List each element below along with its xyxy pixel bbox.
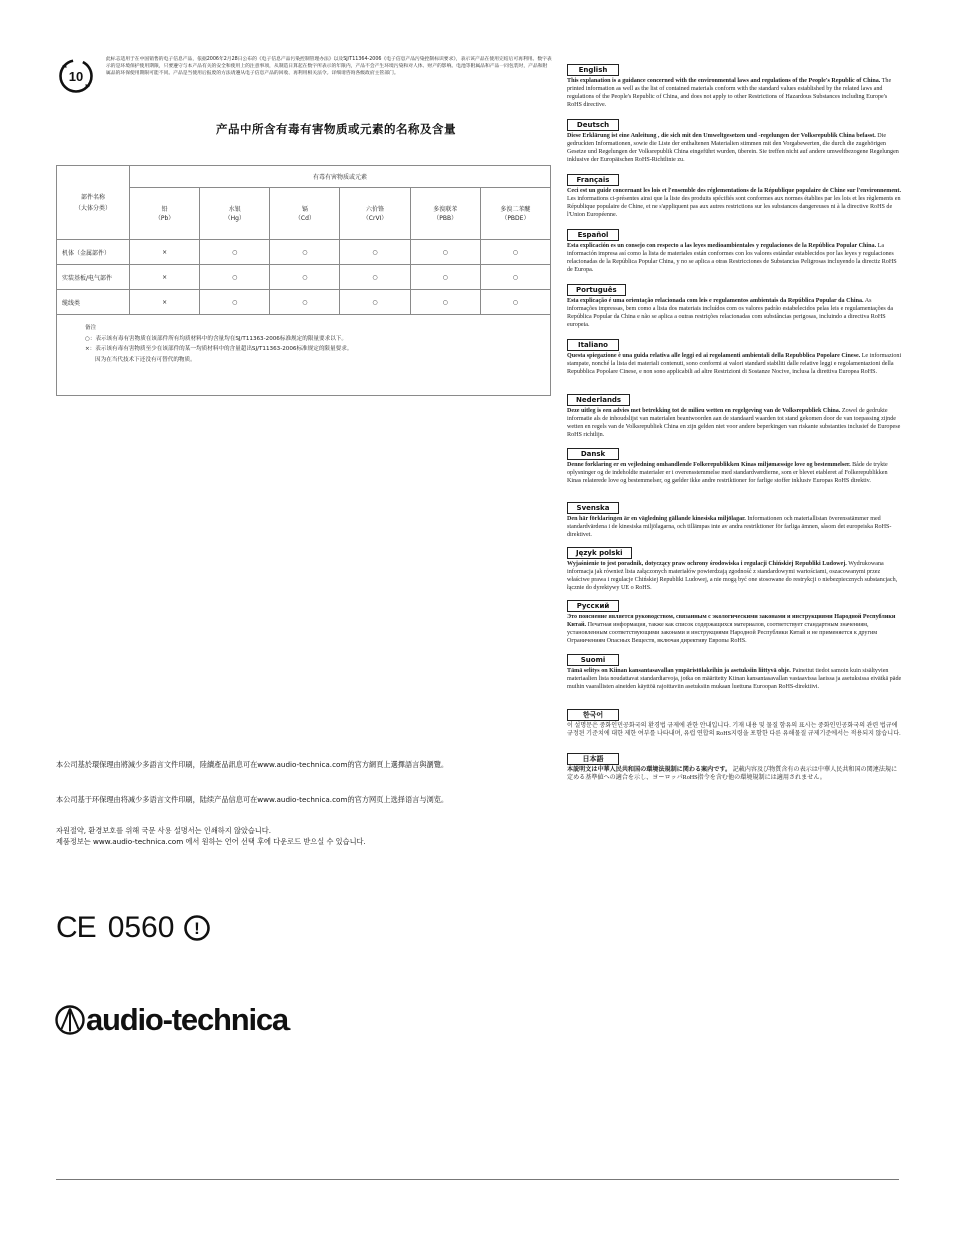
language-block-portugues bbox=[567, 277, 902, 332]
table-notes bbox=[57, 315, 551, 396]
notes-line-reason: 因为在当代技术下还没有可替代的物质。 bbox=[95, 356, 196, 363]
language-label: Język polski bbox=[567, 547, 632, 559]
language-label: Suomi bbox=[567, 654, 619, 666]
table-cell: ○ bbox=[480, 265, 550, 290]
audio-technica-emblem-icon bbox=[54, 1004, 86, 1036]
table-cell: ○ bbox=[200, 240, 270, 265]
korean-note-line1: 자원절약, 환경보호를 위해 국문 사용 설명서는 인쇄하지 않았습니다. bbox=[56, 826, 271, 835]
language-explanations bbox=[567, 57, 902, 790]
language-label: Español bbox=[567, 229, 619, 241]
language-label: Deutsch bbox=[567, 119, 619, 131]
website-note-korean bbox=[56, 826, 476, 847]
language-label: 한국어 bbox=[567, 709, 619, 721]
language-block-italiano bbox=[567, 332, 902, 387]
language-label: Русский bbox=[567, 600, 619, 612]
hazardous-substances-table bbox=[56, 165, 551, 396]
footer-divider bbox=[56, 1179, 899, 1180]
substance-header-pb: 铅 （Pb） bbox=[130, 188, 200, 240]
part-name: 机体（金属部件） bbox=[57, 240, 130, 265]
table-cell: ○ bbox=[410, 240, 480, 265]
alert-symbol: ! bbox=[194, 919, 201, 938]
table-row bbox=[57, 240, 551, 265]
language-text: Den här förklaringen är en vägledning gällande kinesiska miljölagar. Informationen och materiallistan överensstämmer med standardvärdena i de kinesiska miljölagarna, och tillämpas inte av andra restriktioner för farliga ämnen, såsom det europeiska RoHS-direktivet. bbox=[567, 516, 892, 538]
efup-notice-text: 此标志适用于在中国销售的电子信息产品，依据2006年2月28日公布的《电子信息产品污染控制管理办法》以及SJ/T11364-2006《电子信息产品污染控制标识要求》，表示该产品在使用完结后可再利用。数字表示的是环境保护使用期限，只要遵守与本产品有关的安全和使用上的注意事项，从制造日算起在数字所表示的年限内，产品不会产生环境污染和对人体、财产的影响。电池等附属品和产品一同包装时，产品和附属品的环保使用期限可能不同。产品是当使用后报废的方法请遵从电子信息产品的回收、再利用相关法令。详细请咨询各级政府主管部门。 bbox=[106, 57, 552, 76]
ce-certification bbox=[56, 910, 212, 946]
language-label: Italiano bbox=[567, 339, 619, 351]
website-note-traditional: 本公司基於環保理由將減少多語言文件印刷，陸續產品訊息可在www.audio-technica.com的官方網頁上選擇語言與瀏覽。 bbox=[56, 760, 449, 769]
substance-header-hg: 水银 （Hg） bbox=[200, 188, 270, 240]
language-text: Wyjaśnienie to jest poradnik, dotyczący praw ochrony środowiska i regulacji Chińskiej Republiki Ludowej. Wydrukowana informacja jak również lista załączonych materiałów powierdzają zgodność z standardowymi wartościami, oszacowanymi przez właściwe prawa i regulacje Chińskiej Republiki Ludowej, a nie mogą być one stosowane do restrykcji o niebezpiecznych substancjach, łącznie do dyrektywy UE o RoHS. bbox=[567, 561, 898, 591]
language-text: Esta explicação é uma orientação relacionada com leis e regulamentos ambientais da República Popular da China. As informações impressas, bem como a lista dos materiais incluídos com os valores padrão estabelecidos pelas leis e regulamentações da República Popular da China e não se aplica a outras restrições relacionadas com substâncias perigosas, incluindo a directiva RoHS europeia. bbox=[567, 298, 894, 328]
substance-header-pbb: 多溴联苯 （PBB） bbox=[410, 188, 480, 240]
language-label: Português bbox=[567, 284, 626, 296]
language-block-korean bbox=[567, 702, 902, 746]
language-block-dansk bbox=[567, 441, 902, 495]
language-block-deutsch bbox=[567, 112, 902, 167]
language-label: Nederlands bbox=[567, 394, 630, 406]
language-text: Esta explicación es un consejo con respecto a las leyes medioambientales y regulaciones de la República Popular China. La información impresa así como la lista de materiales están conformes con los valores estándar establecidos por las leyes y regulaciones relacionadas de la República Popular China, y no se aplica a otras Restricciones de Substancias Peligrosas incluyendo la directiz RoHS de Europa. bbox=[567, 243, 897, 273]
table-cell: ○ bbox=[410, 265, 480, 290]
brand-name: audio-technica. bbox=[86, 1002, 291, 1037]
language-text: Tämä selitys on Kiinan kansantasavallan ympäristölakeihin ja asetuksiin liittyvä ohje. Painettut tiedot samoin kuin sisältyvien materiaalien lista noudattavat standardiarvoja, jotka on määritetty Kiinan kansantasavallan vastaavissa laeissa ja asetuksissa eivätkä päde muihin vaarallisten aineiden käyttöä rajoittaviin asetuksiin mukaan luettuna Euroopan RoHS-direktiivi. bbox=[567, 668, 902, 690]
table-cell: ○ bbox=[480, 240, 550, 265]
language-block-japanese bbox=[567, 746, 902, 790]
part-name: 缆线类 bbox=[57, 290, 130, 315]
substance-group-header: 有毒有害物质或元素 bbox=[130, 166, 551, 188]
notes-line-circle: ○：表示该有毒有害物质在该部件所有均质材料中的含量均在SJ/T11363-2006标准规定的限量要求以下。 bbox=[85, 335, 347, 342]
part-header bbox=[57, 166, 130, 240]
language-text: 本説明文は中華人民共和国の環境法規制に関わる案内です。 記載内容及び物質含有の表示は中華人民共和国の関連法規に定める基準値への適合を示し、ヨーロッパRoHS指令を含む他の環境規制には適用されません。 bbox=[567, 767, 898, 781]
part-name: 实装基板/电气部件 bbox=[57, 265, 130, 290]
language-block-suomi bbox=[567, 647, 902, 702]
table-row bbox=[57, 290, 551, 315]
language-block-polski bbox=[567, 540, 902, 593]
table-cell: ○ bbox=[410, 290, 480, 315]
table-cell: ○ bbox=[200, 265, 270, 290]
language-text: Deze uitleg is een advies met betrekking tot de milieu wetten en regelgeving van de Volksrepubliek China. Zowel de gedrukte informatie als de inhoudslijst van materialen beantwoorden aan de standaard waarden tot stand gekomen door de van toepassing zijnde wetten en regels van de Volksrepubliek China en zijn gelden niet voor andere beperkingen van riskante substanties inclusief de Europese RoHS richtlijn. bbox=[567, 408, 901, 438]
ce-mark: CE bbox=[56, 911, 96, 944]
table-cell: × bbox=[130, 240, 200, 265]
language-block-english bbox=[567, 57, 902, 112]
language-label: Français bbox=[567, 174, 619, 186]
alert-circle-icon bbox=[182, 913, 212, 943]
efup-10-icon bbox=[58, 58, 94, 94]
efup-number: 10 bbox=[68, 69, 84, 84]
substance-header-pbde: 多溴二苯醚 （PBDE） bbox=[480, 188, 550, 240]
language-text: 이 설명문은 중화인민공화국의 환경법 규제에 관한 안내입니다. 기재 내용 및 물질 함유의 표시는 중화인민공화국의 관련 법규에 규정된 기준치에 대한 제한 여부를 나타내며, 유럽 연합의 RoHS지령을 포함한 다른 유해물질 규제기준에서는 적용되지 않습니다. bbox=[567, 723, 901, 737]
table-cell: × bbox=[130, 265, 200, 290]
table-cell: ○ bbox=[270, 240, 340, 265]
table-cell: ○ bbox=[200, 290, 270, 315]
notified-body-number: 0560 bbox=[107, 911, 175, 944]
language-label: English bbox=[567, 64, 619, 76]
table-cell: × bbox=[130, 290, 200, 315]
language-block-francais bbox=[567, 167, 902, 222]
language-text: Это пояснение является руководством, связанным с экологическими законами и инструкциями Народной Республики Китай. Печатная информация, также как список содержащихся материалов, соответствует стандартным значениям, установленным соответствующими законами и инструкциями Народной Республики Китай и не применяется к другим Ограничениям Опасных Веществ, включая директиву Европы RoHS. bbox=[567, 614, 896, 644]
table-cell: ○ bbox=[270, 265, 340, 290]
language-label: Dansk bbox=[567, 448, 619, 460]
part-header-line2: （大体分类） bbox=[74, 204, 111, 212]
language-label: 日本語 bbox=[567, 753, 619, 765]
table-cell: ○ bbox=[340, 265, 410, 290]
substance-header-crvi: 六价铬 （CrVI） bbox=[340, 188, 410, 240]
table-row bbox=[57, 265, 551, 290]
part-header-line1: 部件名称 bbox=[80, 193, 105, 201]
audio-technica-logo bbox=[54, 1002, 290, 1038]
language-text: Diese Erklärung ist eine Anleitung , die sich mit den Umweltgesetzen und -regelungen der Volksrepublik China befasst. Die gedruckten Informationen, sowie die Liste der enthaltenen Materialien stimmen mit den Vorgabewerten, die durch die zugehörigen Gesetze und Regelungen der Volksrepublik China eingeführt wurden, überein. Sie treffen nicht auf andere umweltbezogene Regelungen inklusive der Europäischen RoHS-Richtlinie zu. bbox=[567, 133, 899, 163]
notes-title: 备注 bbox=[85, 325, 97, 331]
table-cell: ○ bbox=[340, 290, 410, 315]
language-block-russian bbox=[567, 593, 902, 647]
table-cell: ○ bbox=[340, 240, 410, 265]
notes-line-cross: ×：表示该有毒有害物质至少在该部件的某一均质材料中的含量超出SJ/T11363-2006标准规定的限量要求。 bbox=[85, 346, 353, 352]
language-text: Ceci est un guide concernant les lois et l'ensemble des réglementations de la République populaire de Chine sur l'environnement. Les informations ci-présentes ainsi que la liste des produits spécifiés sont conformes aux normes établies par les lois et les règlements en République populaire de Chine, et ne s'appliquent pas aux autres restrictions sur les substances dangereuses ni à la directive RoHS de l'Union Européenne. bbox=[567, 188, 901, 218]
website-note-simplified: 本公司基于环保理由将减少多语言文件印刷，陆续产品信息可在www.audio-technica.com的官方网页上选择语言与浏览。 bbox=[56, 795, 449, 804]
language-block-nederlands bbox=[567, 387, 902, 441]
substance-header-cd: 镉 （Cd） bbox=[270, 188, 340, 240]
language-text: Questa spiegazione è una guida relativa alle leggi ed ai regolamenti ambientali della Repubblica Popolare Cinese. Le informazioni stampate, nonché la lista dei materiali contenuti, sono conformi ai valori standard stabiliti dalle relative leggi e regolamentazioni della Repubblica Popolare Cinese, e non sono applicabili ad altre Restrizioni di Sostanze Nocive, inclusa la direttiva Europea RoHS. bbox=[567, 353, 902, 375]
table-cell: ○ bbox=[480, 290, 550, 315]
language-text: This explanation is a guidance concerned with the environmental laws and regulations of the People's Republic of China. The printed information as well as the list of contained materials conform with the standard values established by the related laws and regulations of the People's Republic of China, and does not apply to other Restrictions of Hazardous Substances including Europe's RoHS directive. bbox=[567, 78, 892, 108]
page-title: 产品中所含有毒有害物质或元素的名称及含量 bbox=[216, 122, 456, 136]
language-label: Svenska bbox=[567, 502, 619, 514]
korean-note-line2: 제품정보는 www.audio-technica.com 에서 원하는 언어 선택 후에 다운로드 받으실 수 있습니다. bbox=[56, 836, 366, 846]
language-text: Denne forklaring er en vejledning omhandlende Folkerepublikken Kinas miljømæssige love og bestemmelser. Både de trykte oplysninger og de indeholdte materialer er i overensstemmelse med standardværdierne, som er blevet etableret af Folkerepublikken Kinas relaterede love og bestemmelser, og gælder ikke andre restriktioner for farlige stoffer inklusiv Europas RoHS direktiv. bbox=[567, 462, 888, 484]
language-block-svenska bbox=[567, 495, 902, 540]
table-cell: ○ bbox=[270, 290, 340, 315]
language-block-espanol bbox=[567, 222, 902, 277]
